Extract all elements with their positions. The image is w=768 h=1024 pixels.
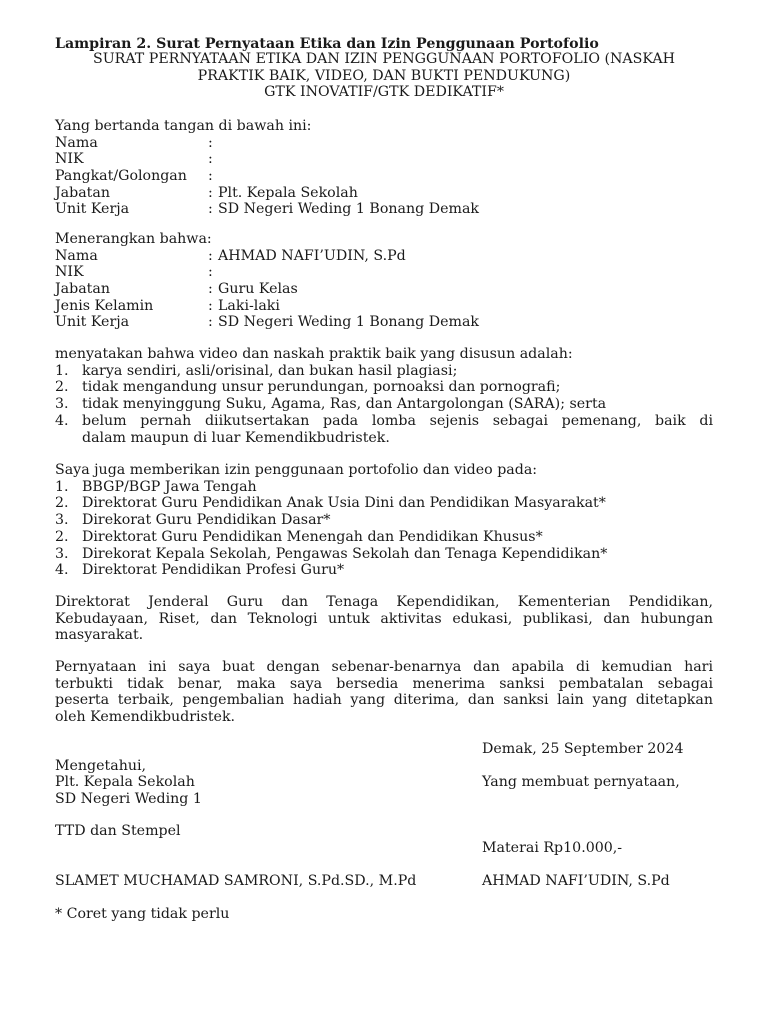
title-line: GTK INOVATIF/GTK DEDIKATIF* — [264, 84, 504, 101]
field-value: Guru Kelas — [218, 281, 298, 298]
signer-field-nik — [55, 151, 479, 168]
acknowledged-label: Mengetahui, — [55, 758, 147, 774]
subject-field-jabatan — [55, 281, 479, 298]
list-item — [55, 379, 713, 396]
statement-section — [55, 346, 713, 446]
attachment-heading: Lampiran 2. Surat Pernyataan Etika dan Izin Penggunaan Portofolio — [55, 36, 599, 52]
principal-school: SD Negeri Weding 1 — [55, 791, 202, 807]
paragraph-line: Kebudayaan, Riset, dan Teknologi untuk aktivitas edukasi, publikasi, dan hubungan — [55, 610, 713, 627]
subject-field-jenis-kelamin — [55, 298, 479, 315]
field-colon: : — [208, 184, 213, 201]
paragraph-declaration — [55, 659, 713, 726]
place-date: Demak, 25 September 2024 — [482, 741, 684, 757]
list-text-line: dalam maupun di luar Kemendikbudristek. — [82, 429, 390, 446]
field-label: Unit Kerja — [55, 314, 130, 331]
field-label: Jenis Kelamin — [55, 297, 154, 314]
field-colon: : — [208, 281, 213, 298]
list-text: BBGP/BGP Jawa Tengah — [82, 478, 257, 495]
paragraph-line: terbukti tidak benar, maka saya bersedia menerima sanksi pembatalan sebagai — [55, 675, 713, 692]
paragraph-line: peserta terbaik, pengembalian hadiah yang diterima, dan sanksi lain yang ditetapkan — [55, 692, 713, 709]
field-value: AHMAD NAFI’UDIN, S.Pd — [218, 247, 406, 264]
field-value: SD Negeri Weding 1 Bonang Demak — [218, 314, 479, 331]
field-label: NIK — [55, 151, 84, 168]
field-colon: : — [208, 297, 213, 314]
field-label: Unit Kerja — [55, 201, 130, 218]
field-label: Pangkat/Golongan — [55, 168, 187, 185]
list-item — [55, 495, 713, 512]
list-text: Direktorat Pendidikan Profesi Guru* — [82, 562, 345, 579]
list-item — [55, 479, 713, 496]
title-line: SURAT PERNYATAAN ETIKA DAN IZIN PENGGUNAAN PORTOFOLIO (NASKAH — [92, 51, 676, 67]
list-text: Direkorat Kepala Sekolah, Pengawas Sekolah dan Tenaga Kependidikan* — [82, 545, 608, 562]
field-label: NIK — [55, 264, 84, 281]
list-item — [55, 562, 713, 579]
paragraph-line: masyarakat. — [55, 627, 144, 644]
signer-field-nama — [55, 135, 479, 152]
paragraph-directorate — [55, 594, 713, 644]
footnote: * Coret yang tidak perlu — [55, 906, 230, 922]
field-colon: : — [208, 151, 213, 168]
list-number: 3. — [55, 396, 69, 413]
permission-section — [55, 462, 713, 579]
signer-field-pangkat — [55, 168, 479, 185]
list-item — [55, 396, 713, 413]
title-line: PRAKTIK BAIK, VIDEO, DAN BUKTI PENDUKUNG) — [197, 67, 571, 84]
permission-intro: Saya juga memberikan izin penggunaan portofolio dan video pada: — [55, 462, 538, 478]
subject-section — [55, 231, 479, 331]
paragraph-line: Pernyataan ini saya buat dengan sebenar-benarnya dan apabila di kemudian hari — [55, 659, 713, 675]
field-label: Jabatan — [55, 281, 110, 298]
list-item — [55, 413, 713, 446]
field-colon: : — [208, 201, 213, 218]
subject-field-nik — [55, 264, 479, 281]
list-text: tidak menyinggung Suku, Agama, Ras, dan Antargolongan (SARA); serta — [82, 396, 607, 413]
field-colon: : — [208, 247, 213, 264]
list-text: Direktorat Guru Pendidikan Anak Usia Dini dan Pendidikan Masyarakat* — [82, 495, 606, 512]
declarant-name: AHMAD NAFI’UDIN, S.Pd — [482, 873, 670, 889]
list-item — [55, 512, 713, 529]
field-colon: : — [208, 134, 213, 151]
materai-note: Materai Rp10.000,- — [482, 840, 623, 856]
list-text-line: belum pernah diikutsertakan pada lomba sejenis sebagai pemenang, baik di — [82, 412, 713, 429]
list-number: 3. — [55, 545, 69, 562]
principal-role: Plt. Kepala Sekolah — [55, 774, 195, 790]
list-item — [55, 546, 713, 563]
list-text: Direktorat Guru Pendidikan Menengah dan Pendidikan Khusus* — [82, 528, 543, 545]
list-number: 1. — [55, 478, 69, 495]
field-value: SD Negeri Weding 1 Bonang Demak — [218, 201, 479, 218]
list-number: 3. — [55, 512, 69, 529]
list-item — [55, 363, 713, 380]
field-value: Laki-laki — [218, 297, 280, 314]
subject-field-nama — [55, 248, 479, 265]
list-number: 2. — [55, 379, 69, 396]
principal-name: SLAMET MUCHAMAD SAMRONI, S.Pd.SD., M.Pd — [55, 873, 417, 889]
subject-intro: Menerangkan bahwa: — [55, 231, 212, 247]
list-text: karya sendiri, asli/orisinal, dan bukan hasil plagiasi; — [82, 362, 458, 379]
field-label: Nama — [55, 247, 98, 264]
list-number: 1. — [55, 362, 69, 379]
subject-field-unit-kerja — [55, 314, 479, 331]
list-number: 4. — [55, 412, 69, 429]
list-number: 2. — [55, 528, 69, 545]
list-number: 2. — [55, 495, 69, 512]
signer-field-jabatan — [55, 185, 479, 202]
field-label: Jabatan — [55, 184, 110, 201]
field-colon: : — [208, 314, 213, 331]
paragraph-line: oleh Kemendikbudristek. — [55, 709, 236, 726]
list-text: tidak mengandung unsur perundungan, pornoaksi dan pornografi; — [82, 379, 561, 396]
list-number: 4. — [55, 562, 69, 579]
list-text — [82, 413, 713, 446]
statement-intro: menyatakan bahwa video dan naskah praktik baik yang disusun adalah: — [55, 346, 573, 362]
signer-intro: Yang bertanda tangan di bawah ini: — [55, 118, 312, 134]
field-colon: : — [208, 264, 213, 281]
field-value: Plt. Kepala Sekolah — [218, 184, 358, 201]
signature-stamp-note: TTD dan Stempel — [55, 823, 181, 839]
signer-field-unit-kerja — [55, 201, 479, 218]
list-text: Direkorat Guru Pendidikan Dasar* — [82, 512, 331, 529]
declarant-role: Yang membuat pernyataan, — [482, 774, 680, 790]
field-colon: : — [208, 168, 213, 185]
signer-section — [55, 118, 479, 218]
list-item — [55, 529, 713, 546]
paragraph-line: Direktorat Jenderal Guru dan Tenaga Kependidikan, Kementerian Pendidikan, — [55, 594, 713, 610]
document-title — [0, 51, 768, 101]
field-label: Nama — [55, 134, 98, 151]
